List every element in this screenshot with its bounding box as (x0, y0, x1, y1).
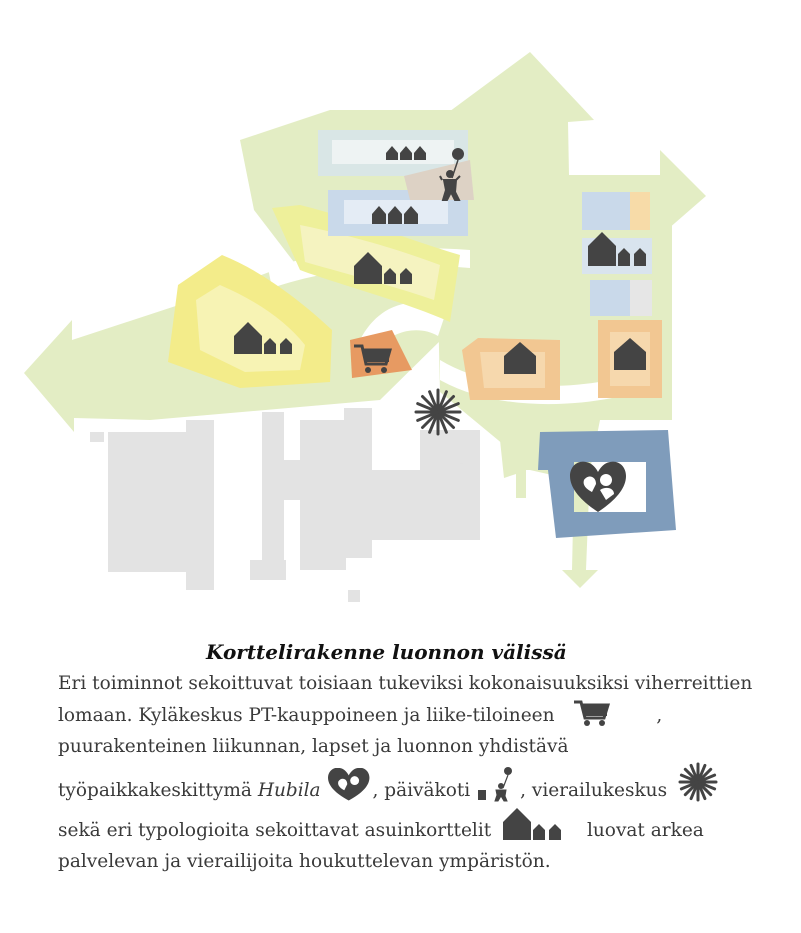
shopping-cart-icon (560, 699, 656, 727)
caption-text-5: sekä eri typologioita sekoittavat asuinkorttelit (58, 820, 492, 841)
caption-text-2: , puurakenteinen liikunnan, lapset ja luonnon yhdistävä työpaikkakeskittymä (58, 705, 663, 801)
caption-text-6: luovat arkea palvelevan ja vierailijoita houkuttelevan ympäristön. (58, 820, 704, 872)
houses-icon (386, 146, 426, 160)
grey-bldg-7 (368, 470, 428, 540)
grey-bldg-2 (186, 420, 214, 590)
caption (58, 640, 758, 877)
caption-text-4: , vierailukeskus (520, 780, 668, 801)
sunburst-icon (416, 390, 460, 434)
heart-hands-icon (326, 768, 372, 802)
caption-text-1: Eri toiminnot sekoittuvat toisiaan tukeviksi kokonaisuuksiksi viherreittien lomaan. Kyläkeskus PT-kauppoineen ja liike-tiloineen (58, 673, 753, 726)
child-with-balloon-icon (476, 766, 520, 802)
caption-title: Korttelirakenne luonnon välissä (206, 640, 567, 664)
grey-bldg-11 (348, 590, 360, 602)
houses-icon (497, 806, 581, 842)
houses-icon (372, 206, 418, 224)
grey-bldg-5 (300, 420, 346, 570)
caption-hubila: Hubila (257, 780, 321, 801)
grey-round (448, 436, 476, 464)
caption-text-3: , päiväkoti (372, 780, 471, 801)
grey-bldg-6 (344, 408, 372, 558)
grey-bldg-1 (108, 432, 188, 572)
caption-body (58, 668, 758, 877)
sunburst-icon (673, 762, 723, 802)
block-east-1-orange (630, 192, 650, 230)
grey-bldg-10 (250, 560, 286, 580)
grey-bldg-9 (90, 432, 104, 442)
existing-buildings (90, 408, 480, 602)
block-east-3-grey (630, 280, 652, 316)
